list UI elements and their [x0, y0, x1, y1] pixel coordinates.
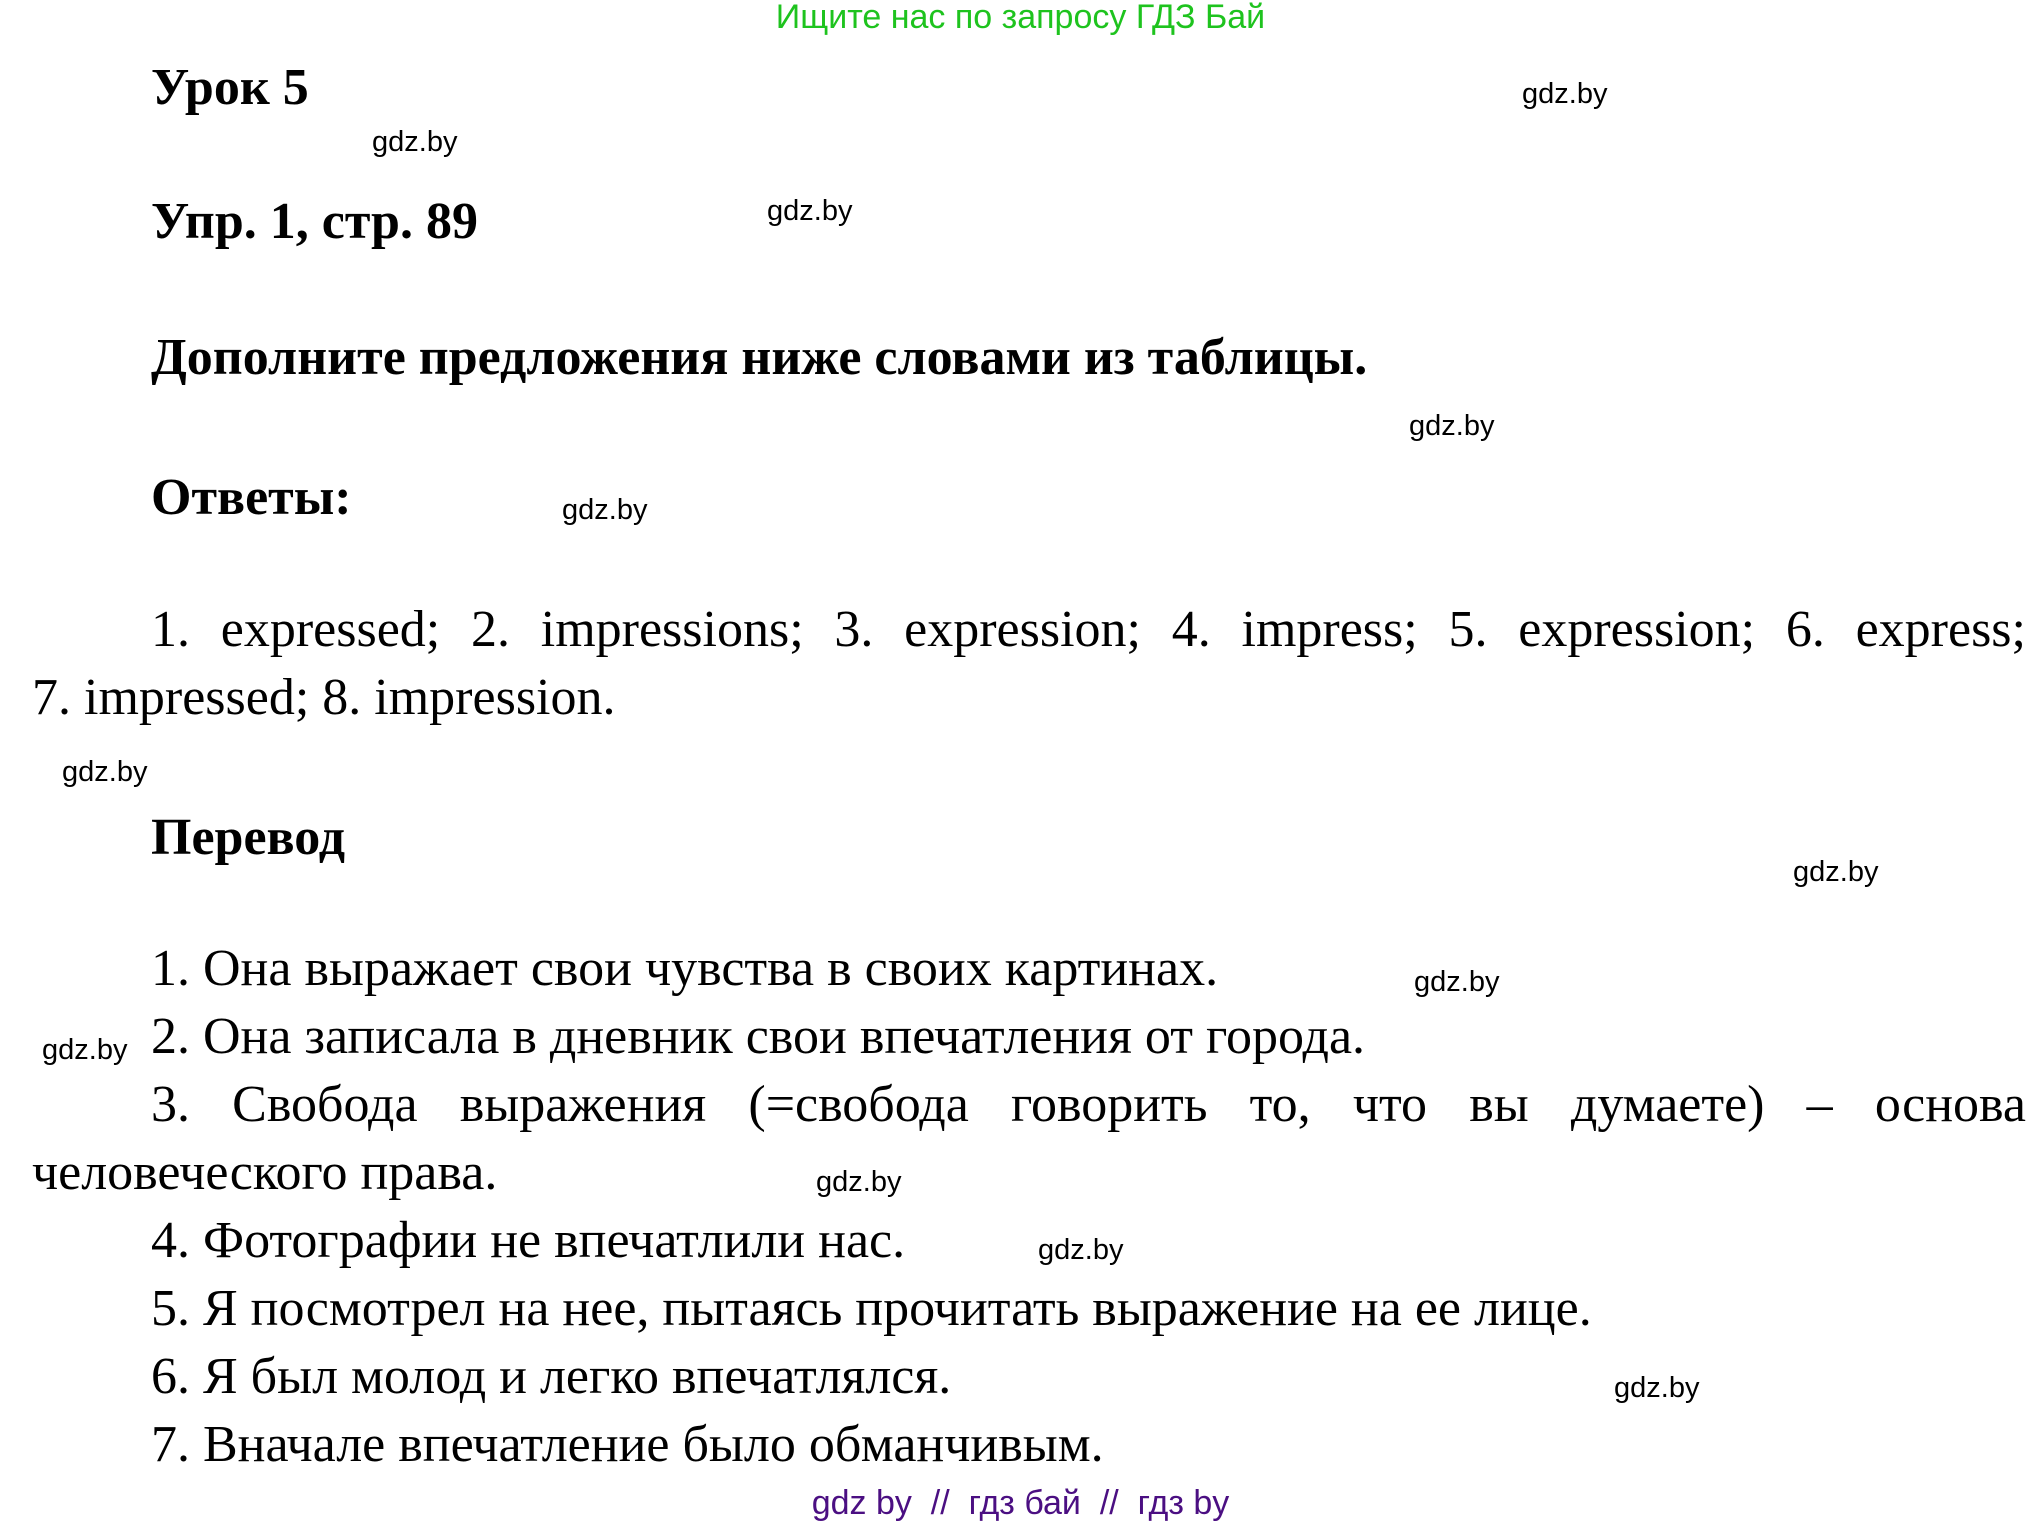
answers-line-1: 1. expressed; 2. impressions; 3. expression; 4. impress; 5. expression; 6. express; — [151, 601, 2026, 658]
translation-heading: Перевод — [151, 809, 346, 866]
translation-line-5: 4. Фотографии не впечатлили нас. — [151, 1212, 906, 1269]
watermark: gdz.by — [562, 494, 648, 526]
task-instruction: Дополните предложения ниже словами из таблицы. — [151, 329, 1368, 386]
translation-line-4: человеческого права. — [32, 1144, 498, 1201]
top-banner[interactable]: Ищите нас по запросу ГДЗ Бай — [775, 0, 1266, 36]
watermark: gdz.by — [1409, 410, 1495, 442]
translation-line-1: 1. Она выражает свои чувства в своих картинах. — [151, 940, 1219, 997]
watermark: gdz.by — [1614, 1372, 1700, 1404]
translation-line-7: 6. Я был молод и легко впечатлялся. — [151, 1348, 952, 1405]
watermark: gdz.by — [1522, 78, 1608, 110]
translation-line-3: 3. Свобода выражения (=свобода говорить то, что вы думаете) – основа — [151, 1076, 2026, 1133]
exercise-title: Упр. 1, стр. 89 — [151, 193, 478, 250]
watermark: gdz.by — [1038, 1234, 1124, 1266]
watermark: gdz.by — [372, 126, 458, 158]
bottom-banner[interactable]: gdz by // гдз бай // гдз by — [811, 1484, 1230, 1522]
lesson-title: Урок 5 — [151, 59, 309, 116]
translation-line-8: 7. Вначале впечатление было обманчивым. — [151, 1416, 1104, 1473]
watermark: gdz.by — [767, 195, 853, 227]
watermark: gdz.by — [1414, 966, 1500, 998]
watermark: gdz.by — [62, 756, 148, 788]
answers-heading: Ответы: — [151, 469, 352, 526]
answers-line-2: 7. impressed; 8. impression. — [32, 669, 616, 726]
watermark: gdz.by — [42, 1034, 128, 1066]
watermark: gdz.by — [1793, 856, 1879, 888]
translation-line-2: 2. Она записала в дневник свои впечатления от города. — [151, 1008, 1366, 1065]
translation-line-6: 5. Я посмотрел на нее, пытаясь прочитать выражение на ее лице. — [151, 1280, 1592, 1337]
watermark: gdz.by — [816, 1166, 902, 1198]
